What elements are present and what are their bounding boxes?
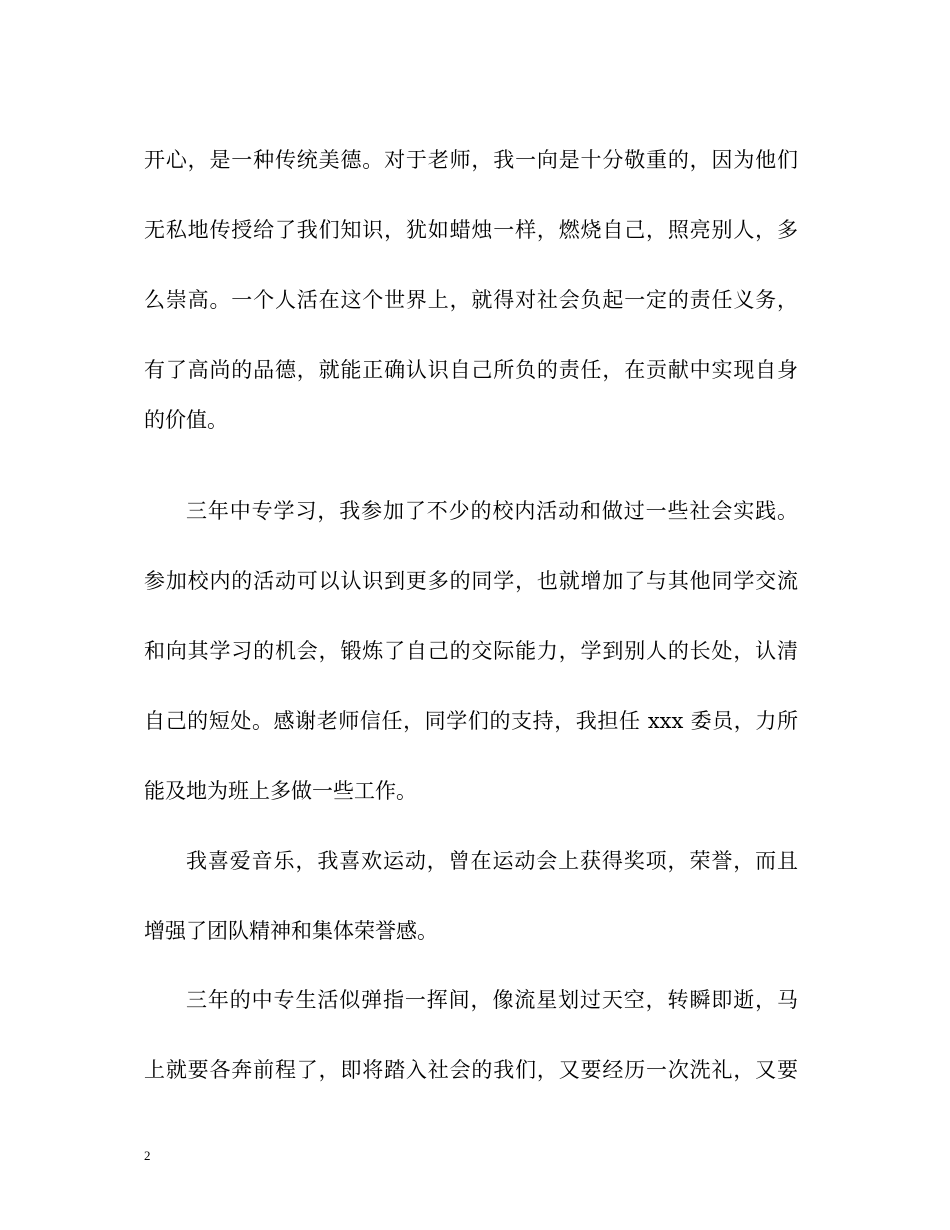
text-line: 开心，是一种传统美德。对于老师，我一向是十分敬重的，因为他们	[144, 148, 798, 172]
text-line: 和向其学习的机会，锻炼了自己的交际能力，学到别人的长处，认清	[144, 639, 798, 663]
page-number: 2	[144, 1148, 151, 1163]
text-line: 能及地为班上多做一些工作。	[144, 779, 417, 803]
text-line: 增强了团队精神和集体荣誉感。	[144, 919, 438, 943]
paragraph-first-line: 三年中专学习，我参加了不少的校内活动和做过一些社会实践。	[186, 499, 798, 523]
paragraph-first-line: 三年的中专生活似弹指一挥间，像流星划过天空，转瞬即逝，马	[186, 988, 798, 1012]
paragraph-first-line: 我喜爱音乐，我喜欢运动，曾在运动会上获得奖项，荣誉，而且	[186, 849, 798, 873]
text-line: 有了高尚的品德，就能正确认识自己所负的责任，在贡献中实现自身	[144, 358, 798, 382]
text-line: 参加校内的活动可以认识到更多的同学，也就增加了与其他同学交流	[144, 569, 798, 593]
text-line: 无私地传授给了我们知识，犹如蜡烛一样，燃烧自己，照亮别人，多	[144, 218, 798, 242]
text-line: 的价值。	[144, 408, 228, 432]
text-line: 上就要各奔前程了，即将踏入社会的我们，又要经历一次洗礼，又要	[144, 1058, 798, 1082]
text-line: 自己的短处。感谢老师信任，同学们的支持，我担任 xxx 委员，力所	[144, 709, 798, 733]
text-line: 么崇高。一个人活在这个世界上，就得对社会负起一定的责任义务，	[144, 288, 798, 312]
